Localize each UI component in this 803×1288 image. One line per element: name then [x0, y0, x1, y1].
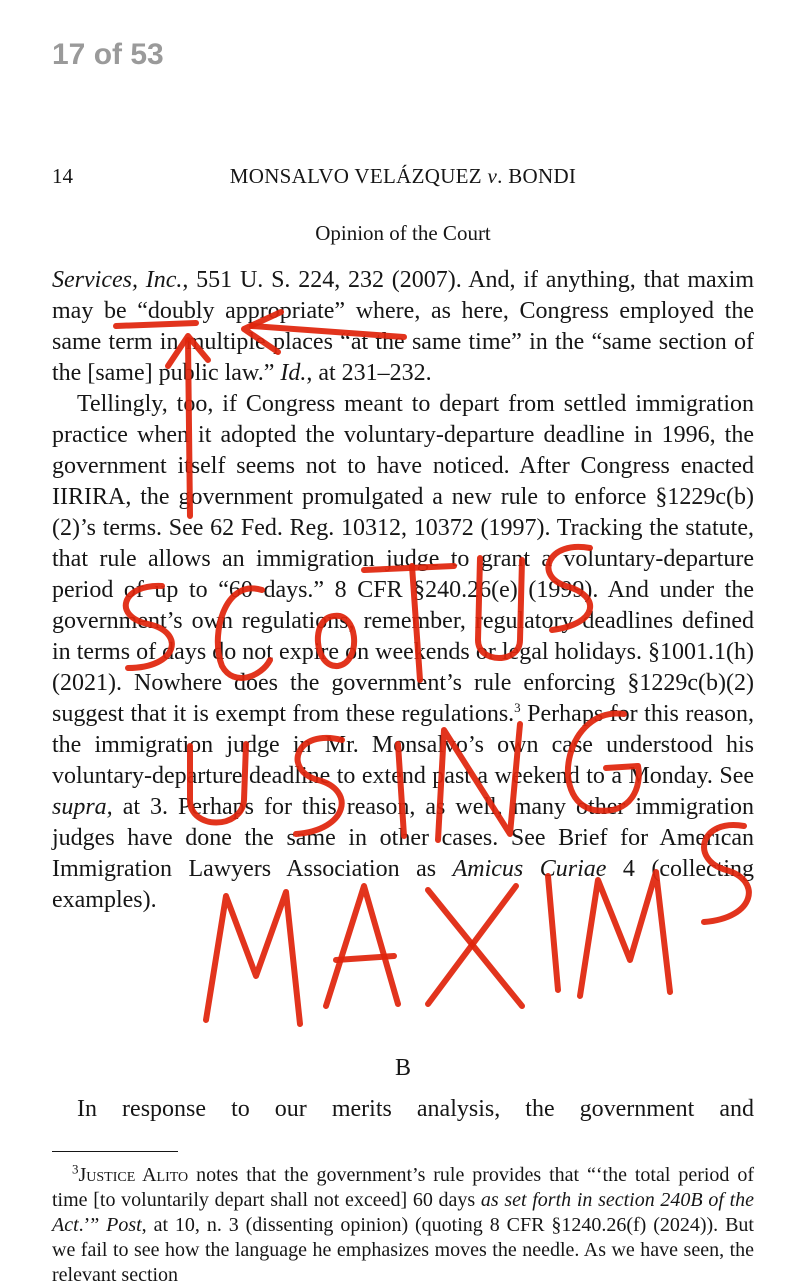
paragraph-text: , at 231–232. — [306, 360, 432, 386]
footnote-text: .’” — [78, 1214, 107, 1236]
case-title-part: . BONDI — [497, 164, 577, 188]
paragraph-text: 4 (collecting examples). — [52, 856, 755, 913]
opinion-body — [52, 265, 754, 916]
paragraph-text: Tellingly, too, if Congress meant to depart from settled immigration practice when it adopted the voluntary-departure deadline in 1996, the government itself seems not to have noticed. After Congress enacted IIRIRA, the government promulgated a new rule to enforce §1229c(b)(2)’s terms. See 62 Fed. Reg. 10312, 10372 (1997). Tracking the statute, that rule allows an immigration judge to grant a voluntary-departure period of up to “60 days.” 8 CFR §240.26(e) (1999). And under the government’s own regulations, remember, regulatory deadlines defined in terms of days do not expire on weekends or legal holidays. §1001.1(h) (2021). Nowhere does the government’s rule enforcing §1229c(b)(2) suggest that it is exempt from these regulations. — [52, 391, 754, 727]
case-title — [52, 164, 754, 189]
paragraph — [52, 265, 754, 389]
paragraph-text: Perhaps for this reason, the immigration judge in Mr. Monsalvo’s own case understood his voluntary-departure deadline to extend past a weekend to a Monday. See — [52, 701, 755, 789]
paragraph-text: , 551 U. S. 224, 232 (2007). And, if anything, that maxim may be “doubly appropriate” where, as here, Congress employed the same term in multiple places “at the same time” in the “same section of the [same] public law.” — [52, 267, 754, 386]
paragraph: In response to our merits analysis, the government and — [77, 1096, 754, 1122]
case-citation: Id. — [280, 360, 307, 386]
case-citation: Post — [106, 1214, 142, 1236]
footnote-reference[interactable]: 3 — [514, 700, 521, 715]
case-title-versus: v — [487, 164, 498, 188]
page-counter: 17 of 53 — [52, 38, 164, 71]
paragraph-text: at 3. Perhaps for this reason, as well, many other immigration judges have done the same in other cases. See Brief for American Immigration Lawyers Association as — [52, 794, 754, 882]
page-number: 14 — [52, 164, 73, 188]
justice-name: Justice Alito — [78, 1164, 189, 1186]
case-citation: supra, — [52, 794, 113, 820]
footnote-mark: 3 — [72, 1161, 79, 1177]
running-header — [52, 164, 754, 194]
footnote — [52, 1163, 754, 1288]
footnote-text: , at 10, n. 3 (dissenting opinion) (quoting 8 CFR §1240.26(f) (2024)). But we fail to see how the language he emphasizes moves the needle. As we have seen, the relevant section — [52, 1214, 754, 1286]
paragraph — [52, 389, 754, 916]
case-title-part: MONSALVO VELÁZQUEZ — [229, 164, 488, 188]
footnote-divider — [52, 1151, 178, 1152]
quoted-emphasis: as set forth in section 240B of the Act — [52, 1189, 755, 1236]
section-label: Opinion of the Court — [315, 221, 491, 245]
case-citation: Amicus Curiae — [452, 856, 607, 882]
case-citation: Services, Inc. — [52, 267, 183, 293]
section-heading: B — [394, 1055, 411, 1081]
footnote-text: notes that the government’s rule provides that “‘the total period of time [to voluntarily depart shall not exceed] 60 days — [52, 1164, 754, 1211]
